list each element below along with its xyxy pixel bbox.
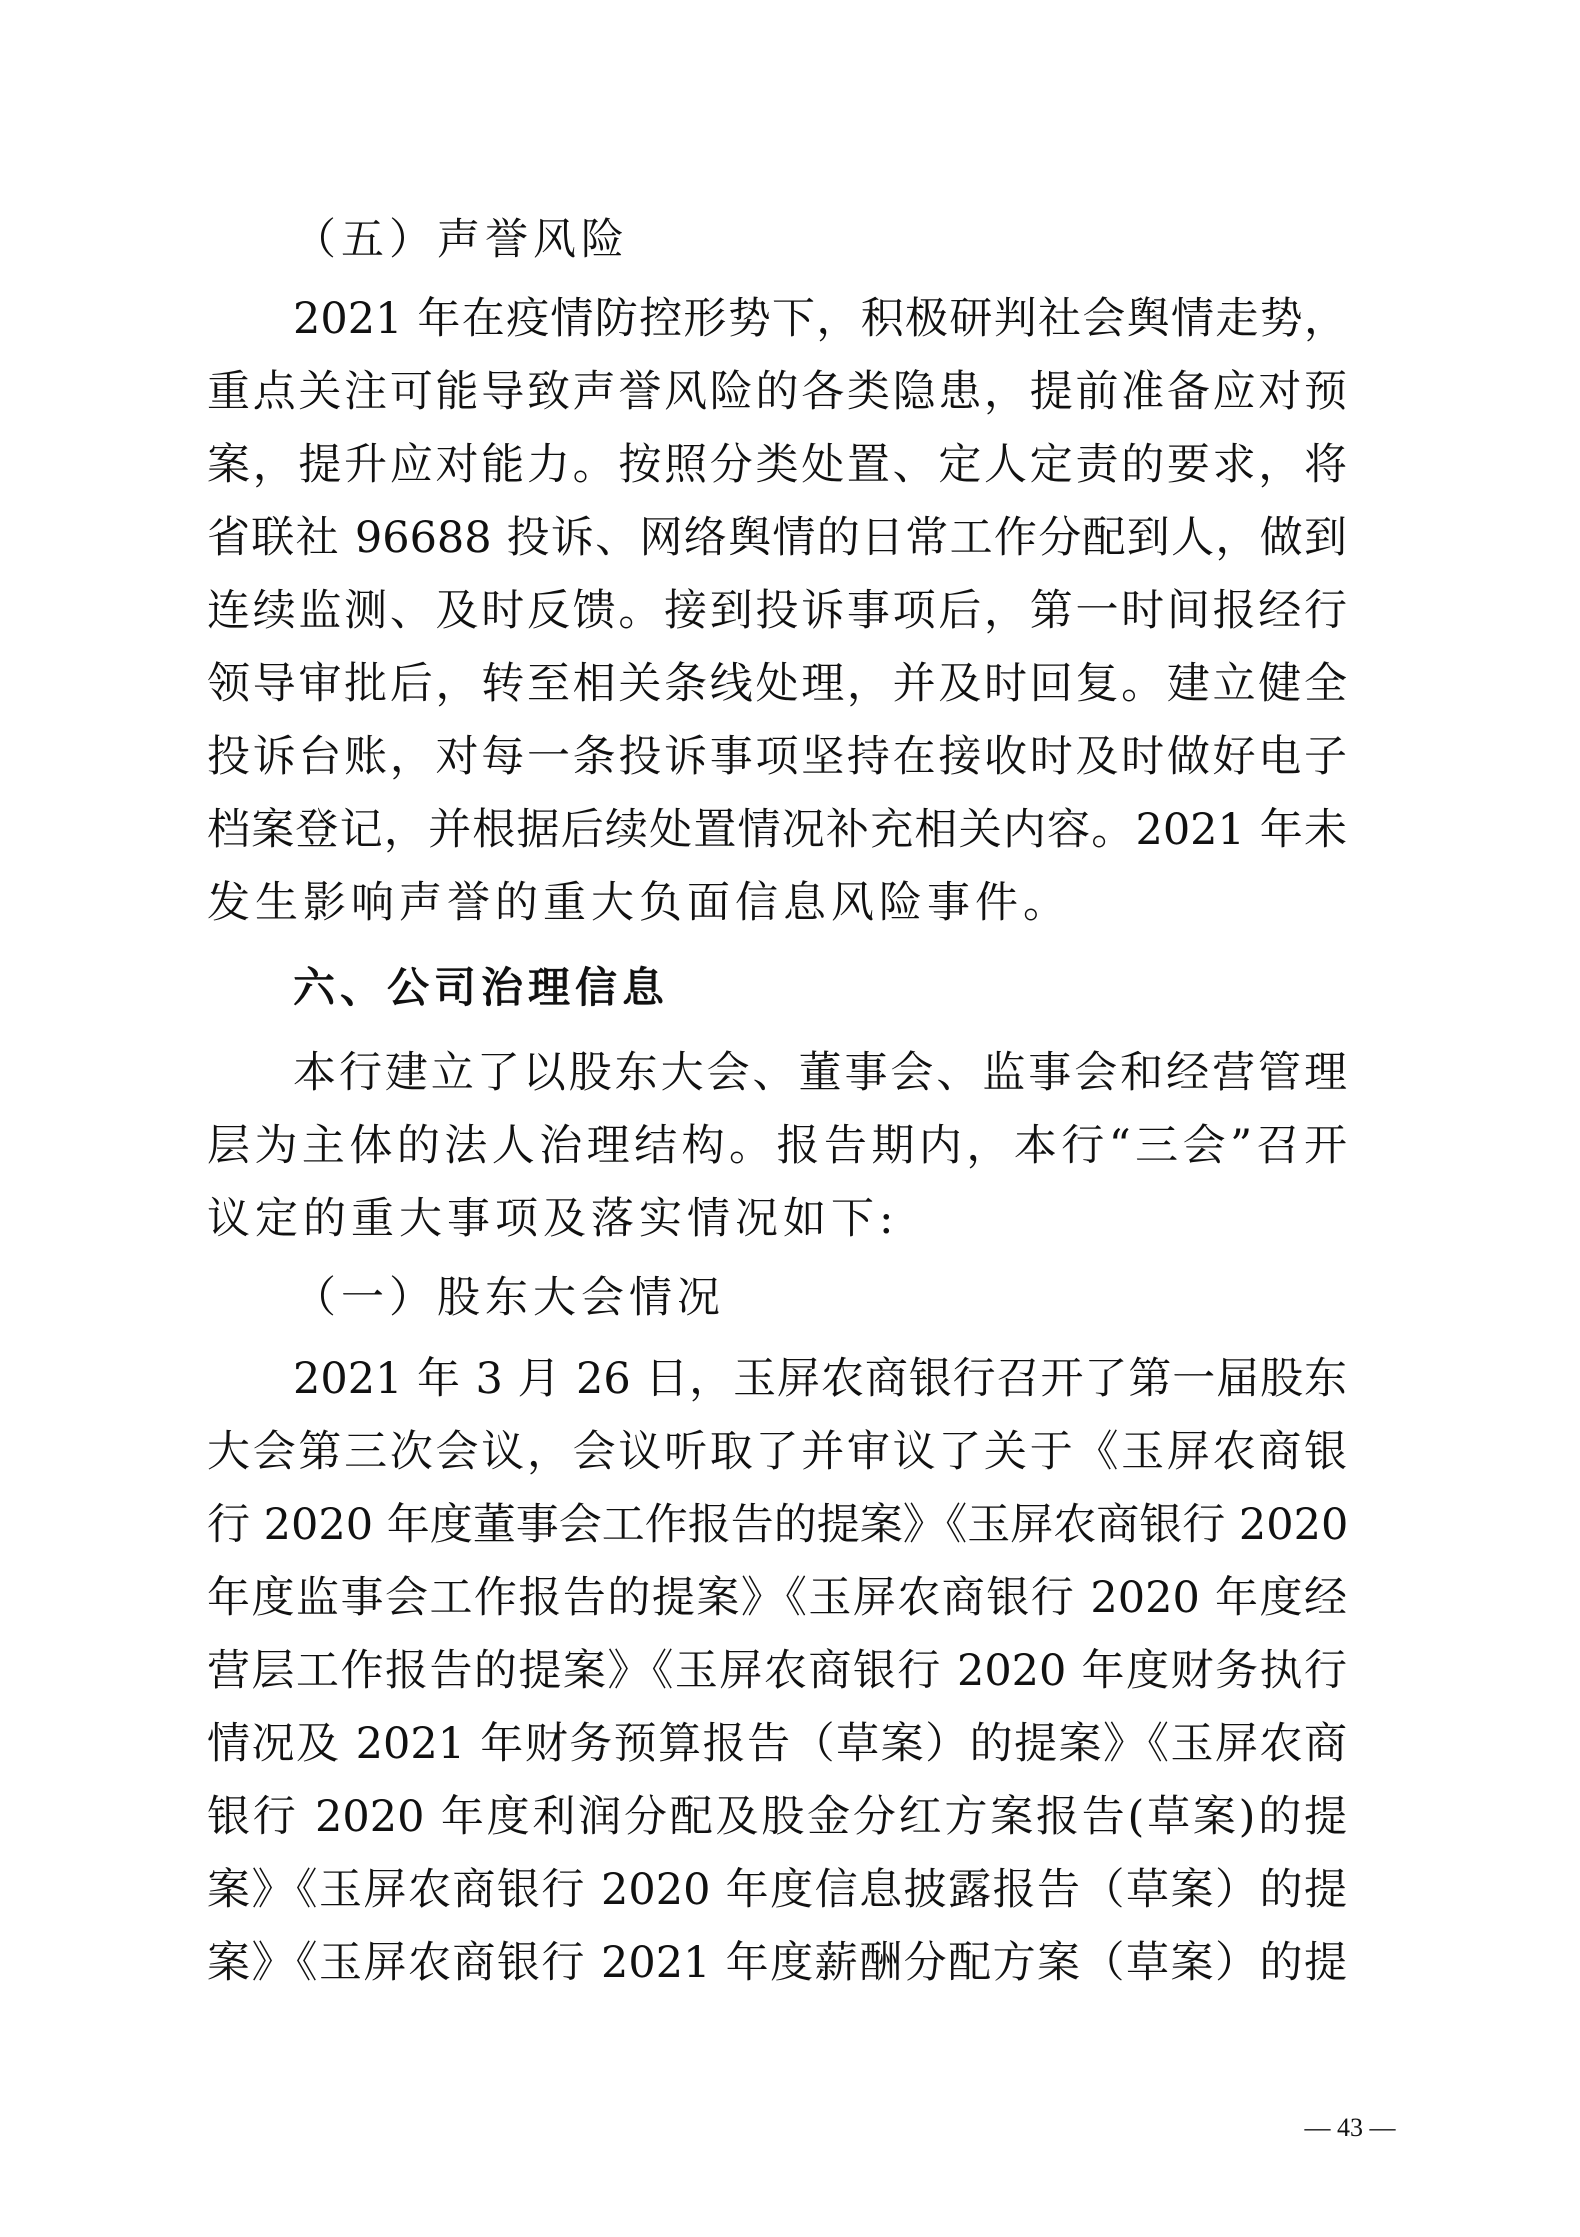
paragraph-line: 行 2020 年度董事会工作报告的提案》《玉屏农商银行 2020 xyxy=(207,1500,1349,1550)
paragraph-line: 案，提升应对能力。按照分类处置、定人定责的要求，将 xyxy=(207,440,1347,490)
paragraph-line: 层为主体的法人治理结构。报告期内，本行“三会”召开 xyxy=(207,1121,1347,1171)
paragraph-line: 年度监事会工作报告的提案》《玉屏农商银行 2020 年度经 xyxy=(207,1573,1347,1623)
paragraph-line: 2021 年 3 月 26 日，玉屏农商银行召开了第一届股东 xyxy=(293,1354,1347,1404)
paragraph-line: 领导审批后，转至相关条线处理，并及时回复。建立健全 xyxy=(207,659,1347,709)
page-number: — 43 — xyxy=(1304,2113,1396,2142)
paragraph-line: 省联社 96688 投诉、网络舆情的日常工作分配到人，做到 xyxy=(207,513,1347,563)
paragraph-line: 投诉台账，对每一条投诉事项坚持在接收时及时做好电子 xyxy=(207,732,1347,782)
paragraph-line: 情况及 2021 年财务预算报告（草案）的提案》《玉屏农商 xyxy=(207,1719,1347,1769)
paragraph-line: 案》《玉屏农商银行 2021 年度薪酬分配方案（草案）的提 xyxy=(207,1938,1347,1988)
paragraph-line: 连续监测、及时反馈。接到投诉事项后，第一时间报经行 xyxy=(207,586,1347,636)
section-6-heading: 六、公司治理信息 xyxy=(293,963,670,1012)
paragraph-line: 案》《玉屏农商银行 2020 年度信息披露报告（草案）的提 xyxy=(207,1865,1347,1915)
paragraph-line: 重点关注可能导致声誉风险的各类隐患，提前准备应对预 xyxy=(207,367,1347,417)
paragraph-line: 银行 2020 年度利润分配及股金分红方案报告(草案)的提 xyxy=(207,1792,1347,1842)
paragraph-line: 议定的重大事项及落实情况如下: xyxy=(207,1194,899,1244)
paragraph-line: 发生影响声誉的重大负面信息风险事件。 xyxy=(207,878,1071,928)
section-5-heading: （五）声誉风险 xyxy=(293,215,629,265)
paragraph-line: 营层工作报告的提案》《玉屏农商银行 2020 年度财务执行 xyxy=(207,1646,1347,1696)
subsection-1-heading: （一）股东大会情况 xyxy=(293,1273,725,1323)
paragraph-line: 本行建立了以股东大会、董事会、监事会和经营管理 xyxy=(293,1048,1347,1098)
paragraph-line: 大会第三次会议，会议听取了并审议了关于《玉屏农商银 xyxy=(207,1427,1347,1477)
paragraph-line: 档案登记，并根据后续处置情况补充相关内容。2021 年未 xyxy=(207,805,1347,855)
paragraph-line: 2021 年在疫情防控形势下，积极研判社会舆情走势， xyxy=(293,294,1347,344)
